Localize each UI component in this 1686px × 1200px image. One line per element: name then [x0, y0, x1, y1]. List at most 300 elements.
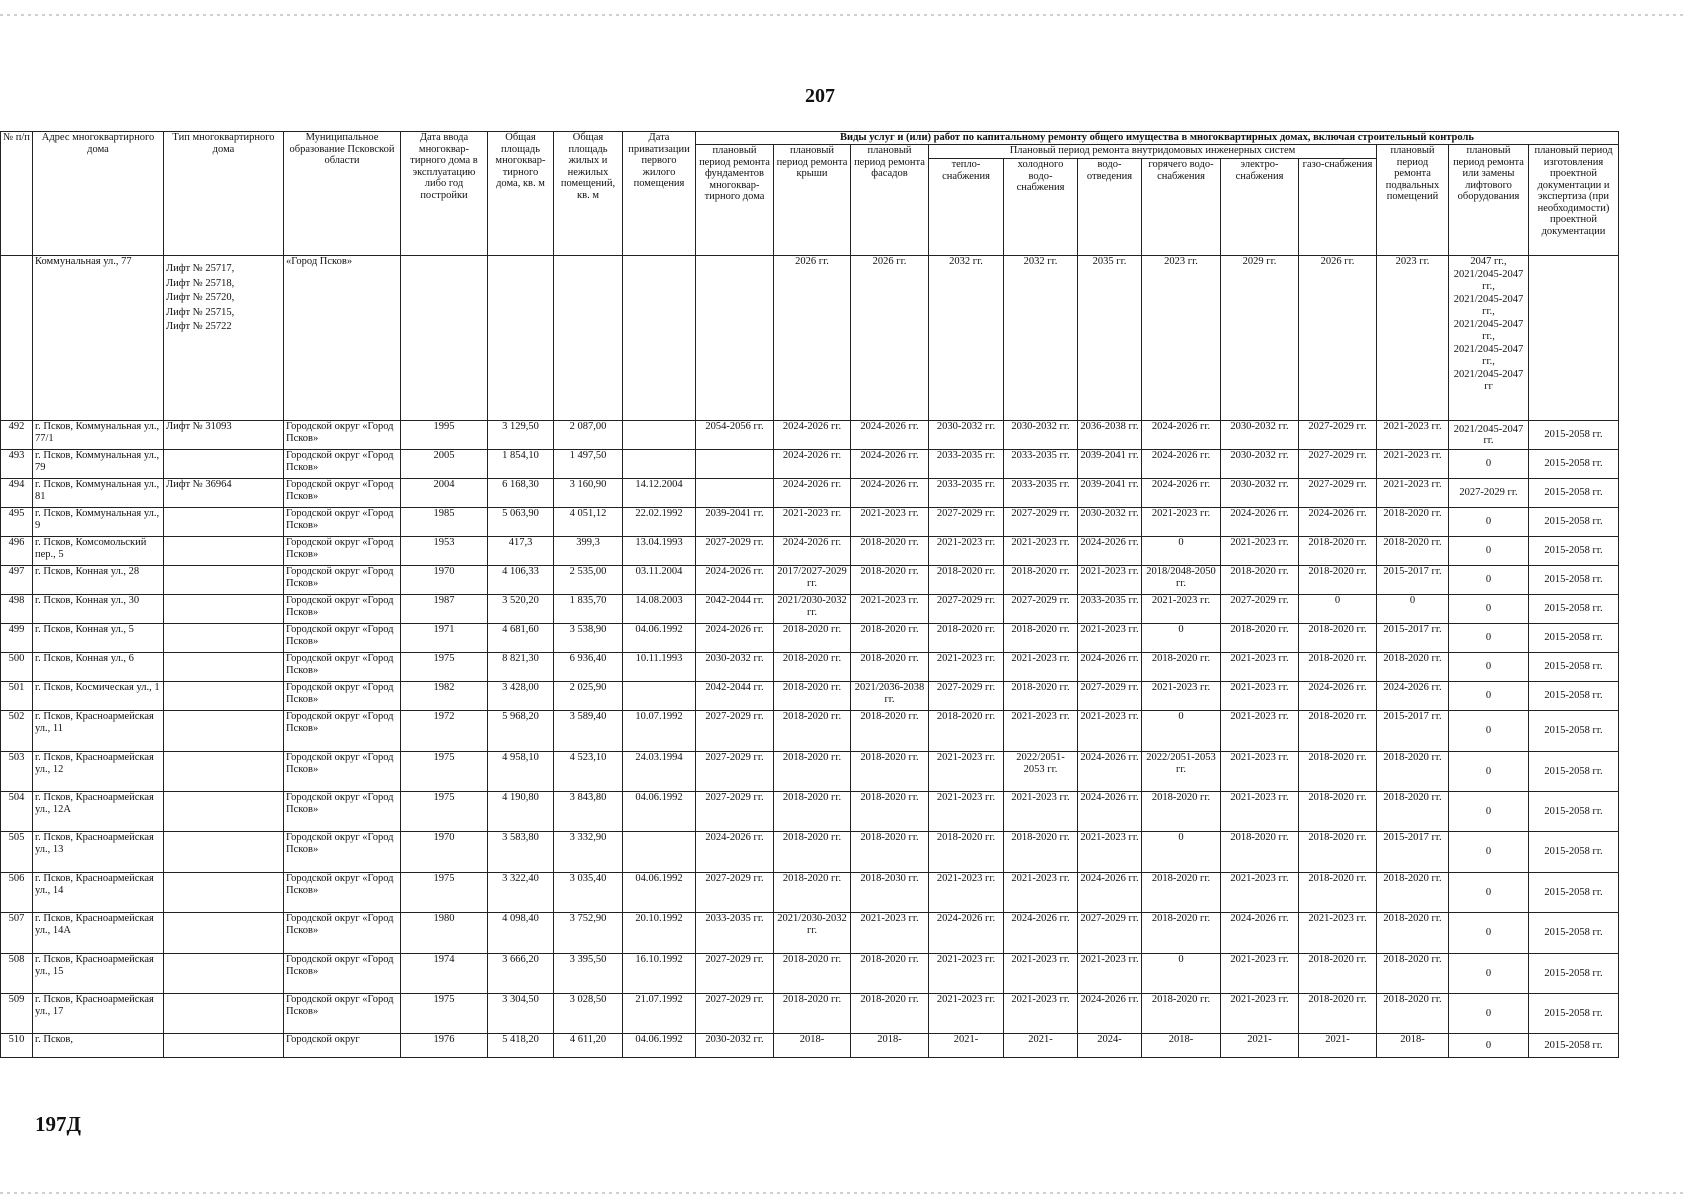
row-facade: 2024-2026 гг. — [851, 421, 929, 450]
cont-gas: 2026 гг. — [1299, 256, 1377, 421]
row-facade: 2024-2026 гг. — [851, 450, 929, 479]
table-row — [1, 873, 1619, 913]
row-electricity: 2021-2023 гг. — [1221, 873, 1299, 913]
row-type — [164, 537, 284, 566]
cont-empty-date — [401, 256, 488, 421]
row-design: 2015-2058 гг. — [1529, 711, 1619, 752]
row-foundation: 2027-2029 гг. — [696, 873, 774, 913]
cont-elevator-period: 2021/2045-2047 гг., — [1453, 318, 1524, 342]
row-basement: 2015-2017 гг. — [1377, 832, 1449, 873]
row-living-area: 3 752,90 — [554, 913, 623, 954]
row-sewer: 2027-2029 гг. — [1078, 682, 1142, 711]
header-electricity: электро-снабжения — [1221, 159, 1299, 256]
row-design: 2015-2058 гг. — [1529, 450, 1619, 479]
table-row — [1, 913, 1619, 954]
cont-num — [1, 256, 33, 421]
row-gas: 2027-2029 гг. — [1299, 450, 1377, 479]
row-hot-water: 0 — [1142, 832, 1221, 873]
row-elevator: 0 — [1449, 508, 1529, 537]
row-elevator: 0 — [1449, 792, 1529, 832]
row-heat: 2033-2035 гг. — [929, 450, 1004, 479]
row-elevator: 0 — [1449, 537, 1529, 566]
row-cold-water: 2021-2023 гг. — [1004, 537, 1078, 566]
row-num: 500 — [1, 653, 33, 682]
row-facade: 2018-2020 гг. — [851, 624, 929, 653]
row-gas: 2018-2020 гг. — [1299, 537, 1377, 566]
row-address: г. Псков, Коммунальная ул., 79 — [33, 450, 164, 479]
row-commission-date: 1975 — [401, 994, 488, 1034]
row-privatization-date: 04.06.1992 — [623, 792, 696, 832]
row-elevator: 0 — [1449, 1034, 1529, 1058]
row-electricity: 2030-2032 гг. — [1221, 479, 1299, 508]
header-hot-water: горячего водо-снабжения — [1142, 159, 1221, 256]
row-num: 494 — [1, 479, 33, 508]
row-living-area: 2 087,00 — [554, 421, 623, 450]
row-commission-date: 1976 — [401, 1034, 488, 1058]
row-hot-water: 2018-2020 гг. — [1142, 994, 1221, 1034]
row-heat: 2018-2020 гг. — [929, 566, 1004, 595]
row-cold-water: 2022/2051-2053 гг. — [1004, 752, 1078, 792]
row-design: 2015-2058 гг. — [1529, 954, 1619, 994]
row-gas: 2024-2026 гг. — [1299, 682, 1377, 711]
row-privatization-date: 24.03.1994 — [623, 752, 696, 792]
row-total-area: 4 098,40 — [488, 913, 554, 954]
row-electricity: 2021-2023 гг. — [1221, 752, 1299, 792]
row-heat: 2021-2023 гг. — [929, 792, 1004, 832]
row-basement: 2018-2020 гг. — [1377, 653, 1449, 682]
row-roof: 2021/2030-2032 гг. — [774, 595, 851, 624]
row-elevator: 2021/2045-2047 гг. — [1449, 421, 1529, 450]
row-total-area: 3 666,20 — [488, 954, 554, 994]
row-sewer: 2024-2026 гг. — [1078, 994, 1142, 1034]
header-sewer: водо-отведения — [1078, 159, 1142, 256]
row-total-area: 3 520,20 — [488, 595, 554, 624]
row-basement: 2018-2020 гг. — [1377, 752, 1449, 792]
row-privatization-date: 10.11.1993 — [623, 653, 696, 682]
row-living-area: 3 538,90 — [554, 624, 623, 653]
row-design: 2015-2058 гг. — [1529, 421, 1619, 450]
row-hot-water: 0 — [1142, 537, 1221, 566]
row-design: 2015-2058 гг. — [1529, 682, 1619, 711]
row-living-area: 4 611,20 — [554, 1034, 623, 1058]
row-living-area: 3 395,50 — [554, 954, 623, 994]
row-privatization-date: 10.07.1992 — [623, 711, 696, 752]
row-cold-water: 2018-2020 гг. — [1004, 566, 1078, 595]
row-sewer: 2021-2023 гг. — [1078, 832, 1142, 873]
cont-empty-total — [488, 256, 554, 421]
row-total-area: 4 190,80 — [488, 792, 554, 832]
row-heat: 2018-2020 гг. — [929, 624, 1004, 653]
row-elevator: 0 — [1449, 832, 1529, 873]
row-address: г. Псков, Красноармейская ул., 11 — [33, 711, 164, 752]
row-cold-water: 2033-2035 гг. — [1004, 479, 1078, 508]
row-sewer: 2033-2035 гг. — [1078, 595, 1142, 624]
header-systems-group: Плановый период ремонта внутридомовых инженерных систем — [929, 145, 1377, 159]
row-roof: 2018-2020 гг. — [774, 832, 851, 873]
row-num: 502 — [1, 711, 33, 752]
row-sewer: 2021-2023 гг. — [1078, 566, 1142, 595]
row-commission-date: 1982 — [401, 682, 488, 711]
row-commission-date: 1987 — [401, 595, 488, 624]
row-num: 506 — [1, 873, 33, 913]
row-num: 505 — [1, 832, 33, 873]
row-basement: 2021-2023 гг. — [1377, 421, 1449, 450]
cont-elevator-period: 2021/2045-2047 гг — [1453, 368, 1524, 392]
row-living-area: 1 497,50 — [554, 450, 623, 479]
continuation-row — [1, 256, 1619, 421]
row-foundation: 2027-2029 гг. — [696, 752, 774, 792]
cont-cold-water: 2032 гг. — [1004, 256, 1078, 421]
row-heat: 2021-2023 гг. — [929, 537, 1004, 566]
row-design: 2015-2058 гг. — [1529, 994, 1619, 1034]
row-commission-date: 1975 — [401, 752, 488, 792]
row-sewer: 2024-2026 гг. — [1078, 537, 1142, 566]
row-basement: 2015-2017 гг. — [1377, 624, 1449, 653]
row-commission-date: 1975 — [401, 792, 488, 832]
row-hot-water: 0 — [1142, 711, 1221, 752]
row-type — [164, 595, 284, 624]
cont-elevator-period: 2021/2045-2047 гг., — [1453, 268, 1524, 292]
row-gas: 2018-2020 гг. — [1299, 653, 1377, 682]
row-cold-water: 2018-2020 гг. — [1004, 682, 1078, 711]
row-heat: 2027-2029 гг. — [929, 508, 1004, 537]
row-municipality: Городской округ «Город Псков» — [284, 873, 401, 913]
cont-elevator-period: 2021/2045-2047 гг., — [1453, 293, 1524, 317]
row-electricity: 2030-2032 гг. — [1221, 450, 1299, 479]
row-living-area: 4 523,10 — [554, 752, 623, 792]
row-heat: 2024-2026 гг. — [929, 913, 1004, 954]
cont-empty-living — [554, 256, 623, 421]
row-facade: 2018-2020 гг. — [851, 832, 929, 873]
row-electricity: 2018-2020 гг. — [1221, 566, 1299, 595]
row-design: 2015-2058 гг. — [1529, 537, 1619, 566]
row-municipality: Городской округ «Город Псков» — [284, 994, 401, 1034]
header-commission-date: Дата ввода многоквар-тирного дома в эксплуатацию либо год постройки — [401, 132, 488, 256]
row-total-area: 4 958,10 — [488, 752, 554, 792]
row-design: 2015-2058 гг. — [1529, 1034, 1619, 1058]
row-total-area: 4 681,60 — [488, 624, 554, 653]
row-gas: 2018-2020 гг. — [1299, 832, 1377, 873]
row-foundation: 2027-2029 гг. — [696, 537, 774, 566]
cont-elevator-periods — [1449, 256, 1529, 421]
row-living-area: 3 332,90 — [554, 832, 623, 873]
row-type — [164, 682, 284, 711]
row-electricity: 2027-2029 гг. — [1221, 595, 1299, 624]
row-commission-date: 1970 — [401, 566, 488, 595]
row-facade: 2018-2020 гг. — [851, 954, 929, 994]
row-roof: 2018-2020 гг. — [774, 624, 851, 653]
header-address: Адрес многоквартирного дома — [33, 132, 164, 256]
row-facade: 2021/2036-2038 гг. — [851, 682, 929, 711]
row-roof: 2018-2020 гг. — [774, 752, 851, 792]
row-commission-date: 1985 — [401, 508, 488, 537]
header-gas: газо-снабжения — [1299, 159, 1377, 256]
row-address: г. Псков, Конная ул., 5 — [33, 624, 164, 653]
cont-elevator-period: 2021/2045-2047 гг., — [1453, 343, 1524, 367]
row-heat: 2021-2023 гг. — [929, 994, 1004, 1034]
row-design: 2015-2058 гг. — [1529, 913, 1619, 954]
row-total-area: 3 304,50 — [488, 994, 554, 1034]
row-living-area: 399,3 — [554, 537, 623, 566]
row-num: 493 — [1, 450, 33, 479]
row-sewer: 2024-2026 гг. — [1078, 653, 1142, 682]
cont-elevator-item: Лифт № 25717, — [166, 263, 235, 274]
cont-empty-priv — [623, 256, 696, 421]
row-num: 495 — [1, 508, 33, 537]
row-num: 503 — [1, 752, 33, 792]
row-num: 507 — [1, 913, 33, 954]
row-basement: 2024-2026 гг. — [1377, 682, 1449, 711]
row-electricity: 2021-2023 гг. — [1221, 682, 1299, 711]
row-roof: 2024-2026 гг. — [774, 537, 851, 566]
row-electricity: 2021-2023 гг. — [1221, 711, 1299, 752]
header-num: № п/п — [1, 132, 33, 256]
row-elevator: 0 — [1449, 682, 1529, 711]
row-basement: 2015-2017 гг. — [1377, 566, 1449, 595]
row-hot-water: 2021-2023 гг. — [1142, 682, 1221, 711]
row-facade: 2018-2020 гг. — [851, 752, 929, 792]
row-facade: 2018- — [851, 1034, 929, 1058]
row-privatization-date: 16.10.1992 — [623, 954, 696, 994]
row-electricity: 2021-2023 гг. — [1221, 954, 1299, 994]
header-living-area: Общая площадь жилых и нежилых помещений, кв. м — [554, 132, 623, 256]
row-sewer: 2039-2041 гг. — [1078, 479, 1142, 508]
row-foundation: 2042-2044 гг. — [696, 595, 774, 624]
row-hot-water: 2018- — [1142, 1034, 1221, 1058]
row-elevator: 0 — [1449, 450, 1529, 479]
row-sewer: 2024-2026 гг. — [1078, 752, 1142, 792]
row-num: 509 — [1, 994, 33, 1034]
row-num: 508 — [1, 954, 33, 994]
row-num: 497 — [1, 566, 33, 595]
row-address: г. Псков, Красноармейская ул., 14 — [33, 873, 164, 913]
row-foundation: 2030-2032 гг. — [696, 653, 774, 682]
row-elevator: 0 — [1449, 913, 1529, 954]
cont-sewer: 2035 гг. — [1078, 256, 1142, 421]
row-address: г. Псков, Красноармейская ул., 13 — [33, 832, 164, 873]
row-living-area: 3 028,50 — [554, 994, 623, 1034]
row-hot-water: 2021-2023 гг. — [1142, 508, 1221, 537]
row-elevator: 2027-2029 гг. — [1449, 479, 1529, 508]
row-privatization-date: 20.10.1992 — [623, 913, 696, 954]
row-total-area: 3 428,00 — [488, 682, 554, 711]
row-gas: 2021-2023 гг. — [1299, 913, 1377, 954]
row-hot-water: 2018-2020 гг. — [1142, 653, 1221, 682]
row-hot-water: 0 — [1142, 624, 1221, 653]
row-cold-water: 2021- — [1004, 1034, 1078, 1058]
row-type — [164, 711, 284, 752]
row-foundation: 2024-2026 гг. — [696, 624, 774, 653]
row-type — [164, 752, 284, 792]
row-municipality: Городской округ «Город Псков» — [284, 595, 401, 624]
row-electricity: 2021-2023 гг. — [1221, 994, 1299, 1034]
row-electricity: 2024-2026 гг. — [1221, 508, 1299, 537]
cont-facade: 2026 гг. — [851, 256, 929, 421]
row-roof: 2021/2030-2032 гг. — [774, 913, 851, 954]
row-living-area: 3 160,90 — [554, 479, 623, 508]
table-row — [1, 508, 1619, 537]
row-total-area: 8 821,30 — [488, 653, 554, 682]
row-design: 2015-2058 гг. — [1529, 479, 1619, 508]
cont-roof: 2026 гг. — [774, 256, 851, 421]
row-gas: 2018-2020 гг. — [1299, 711, 1377, 752]
row-basement: 2018-2020 гг. — [1377, 954, 1449, 994]
cont-empty-foundation — [696, 256, 774, 421]
row-electricity: 2024-2026 гг. — [1221, 913, 1299, 954]
row-elevator: 0 — [1449, 566, 1529, 595]
row-privatization-date — [623, 832, 696, 873]
row-electricity: 2021-2023 гг. — [1221, 792, 1299, 832]
row-design: 2015-2058 гг. — [1529, 873, 1619, 913]
row-privatization-date: 04.06.1992 — [623, 1034, 696, 1058]
header-municipality: Муниципальное образование Псковской области — [284, 132, 401, 256]
row-sewer: 2024- — [1078, 1034, 1142, 1058]
row-municipality: Городской округ «Город Псков» — [284, 421, 401, 450]
row-address: г. Псков, Космическая ул., 1 — [33, 682, 164, 711]
cont-hot-water: 2023 гг. — [1142, 256, 1221, 421]
row-privatization-date — [623, 421, 696, 450]
table-row — [1, 994, 1619, 1034]
row-roof: 2024-2026 гг. — [774, 421, 851, 450]
row-commission-date: 1970 — [401, 832, 488, 873]
row-sewer: 2030-2032 гг. — [1078, 508, 1142, 537]
row-municipality: Городской округ «Город Псков» — [284, 508, 401, 537]
row-commission-date: 1975 — [401, 873, 488, 913]
row-address: г. Псков, Красноармейская ул., 14А — [33, 913, 164, 954]
row-type — [164, 994, 284, 1034]
row-elevator: 0 — [1449, 595, 1529, 624]
header-facade: плановый период ремонта фасадов — [851, 145, 929, 256]
row-commission-date: 1995 — [401, 421, 488, 450]
footer-code: 197Д — [35, 1112, 81, 1136]
row-foundation: 2027-2029 гг. — [696, 711, 774, 752]
row-num: 510 — [1, 1034, 33, 1058]
header-elevator: плановый период ремонта или замены лифтового оборудования — [1449, 145, 1529, 256]
row-sewer: 2024-2026 гг. — [1078, 792, 1142, 832]
row-living-area: 3 589,40 — [554, 711, 623, 752]
row-cold-water: 2021-2023 гг. — [1004, 873, 1078, 913]
row-foundation: 2024-2026 гг. — [696, 832, 774, 873]
row-roof: 2021-2023 гг. — [774, 508, 851, 537]
row-electricity: 2018-2020 гг. — [1221, 624, 1299, 653]
table-header — [1, 132, 1619, 256]
row-commission-date: 1971 — [401, 624, 488, 653]
row-living-area: 6 936,40 — [554, 653, 623, 682]
row-living-area: 3 035,40 — [554, 873, 623, 913]
row-electricity: 2021-2023 гг. — [1221, 653, 1299, 682]
table-row — [1, 595, 1619, 624]
row-municipality: Городской округ «Город Псков» — [284, 653, 401, 682]
table-row — [1, 653, 1619, 682]
row-living-area: 1 835,70 — [554, 595, 623, 624]
row-cold-water: 2027-2029 гг. — [1004, 508, 1078, 537]
row-municipality: Городской округ «Город Псков» — [284, 566, 401, 595]
row-cold-water: 2021-2023 гг. — [1004, 994, 1078, 1034]
row-privatization-date: 22.02.1992 — [623, 508, 696, 537]
row-gas: 2024-2026 гг. — [1299, 508, 1377, 537]
table-row — [1, 792, 1619, 832]
row-heat: 2021-2023 гг. — [929, 873, 1004, 913]
table-row — [1, 624, 1619, 653]
row-facade: 2018-2030 гг. — [851, 873, 929, 913]
row-basement: 2018-2020 гг. — [1377, 537, 1449, 566]
row-living-area: 2 535,00 — [554, 566, 623, 595]
row-elevator: 0 — [1449, 954, 1529, 994]
row-privatization-date: 03.11.2004 — [623, 566, 696, 595]
table-row — [1, 566, 1619, 595]
row-facade: 2018-2020 гг. — [851, 537, 929, 566]
row-total-area: 4 106,33 — [488, 566, 554, 595]
row-commission-date: 2004 — [401, 479, 488, 508]
row-heat: 2030-2032 гг. — [929, 421, 1004, 450]
cont-elevator-item: Лифт № 25715, — [166, 306, 235, 318]
row-municipality: Городской округ «Город Псков» — [284, 624, 401, 653]
row-foundation — [696, 450, 774, 479]
row-electricity: 2018-2020 гг. — [1221, 832, 1299, 873]
row-hot-water: 0 — [1142, 954, 1221, 994]
row-facade: 2021-2023 гг. — [851, 913, 929, 954]
header-foundation: плановый период ремонта фундаментов многоквар-тирного дома — [696, 145, 774, 256]
row-gas: 2018-2020 гг. — [1299, 954, 1377, 994]
row-heat: 2021- — [929, 1034, 1004, 1058]
row-facade: 2021-2023 гг. — [851, 595, 929, 624]
row-foundation — [696, 479, 774, 508]
data-rows — [1, 421, 1619, 1058]
row-cold-water: 2018-2020 гг. — [1004, 832, 1078, 873]
row-commission-date: 1980 — [401, 913, 488, 954]
row-total-area: 6 168,30 — [488, 479, 554, 508]
row-privatization-date: 04.06.1992 — [623, 873, 696, 913]
header-roof: плановый период ремонта крыши — [774, 145, 851, 256]
row-cold-water: 2021-2023 гг. — [1004, 711, 1078, 752]
row-roof: 2018-2020 гг. — [774, 954, 851, 994]
row-total-area: 3 129,50 — [488, 421, 554, 450]
row-num: 492 — [1, 421, 33, 450]
row-foundation: 2033-2035 гг. — [696, 913, 774, 954]
row-cold-water: 2021-2023 гг. — [1004, 792, 1078, 832]
row-foundation: 2027-2029 гг. — [696, 994, 774, 1034]
row-basement: 2018- — [1377, 1034, 1449, 1058]
row-sewer: 2021-2023 гг. — [1078, 624, 1142, 653]
row-heat: 2027-2029 гг. — [929, 595, 1004, 624]
table-row — [1, 450, 1619, 479]
row-address: г. Псков, Конная ул., 28 — [33, 566, 164, 595]
row-cold-water: 2027-2029 гг. — [1004, 595, 1078, 624]
row-foundation: 2027-2029 гг. — [696, 792, 774, 832]
row-electricity: 2021-2023 гг. — [1221, 537, 1299, 566]
row-municipality: Городской округ «Город Псков» — [284, 752, 401, 792]
table-row — [1, 711, 1619, 752]
cont-municipality: «Город Псков» — [284, 256, 401, 421]
capital-repair-table — [0, 131, 1619, 1058]
row-municipality: Городской округ «Город Псков» — [284, 832, 401, 873]
table-row — [1, 682, 1619, 711]
row-design: 2015-2058 гг. — [1529, 566, 1619, 595]
row-cold-water: 2024-2026 гг. — [1004, 913, 1078, 954]
row-gas: 2027-2029 гг. — [1299, 479, 1377, 508]
row-heat: 2033-2035 гг. — [929, 479, 1004, 508]
row-basement: 2018-2020 гг. — [1377, 508, 1449, 537]
row-electricity: 2030-2032 гг. — [1221, 421, 1299, 450]
cont-electricity: 2029 гг. — [1221, 256, 1299, 421]
row-municipality: Городской округ «Город Псков» — [284, 537, 401, 566]
row-num: 499 — [1, 624, 33, 653]
row-address: г. Псков, Конная ул., 30 — [33, 595, 164, 624]
row-basement: 2018-2020 гг. — [1377, 873, 1449, 913]
row-commission-date: 1953 — [401, 537, 488, 566]
row-hot-water: 2024-2026 гг. — [1142, 479, 1221, 508]
row-type — [164, 832, 284, 873]
